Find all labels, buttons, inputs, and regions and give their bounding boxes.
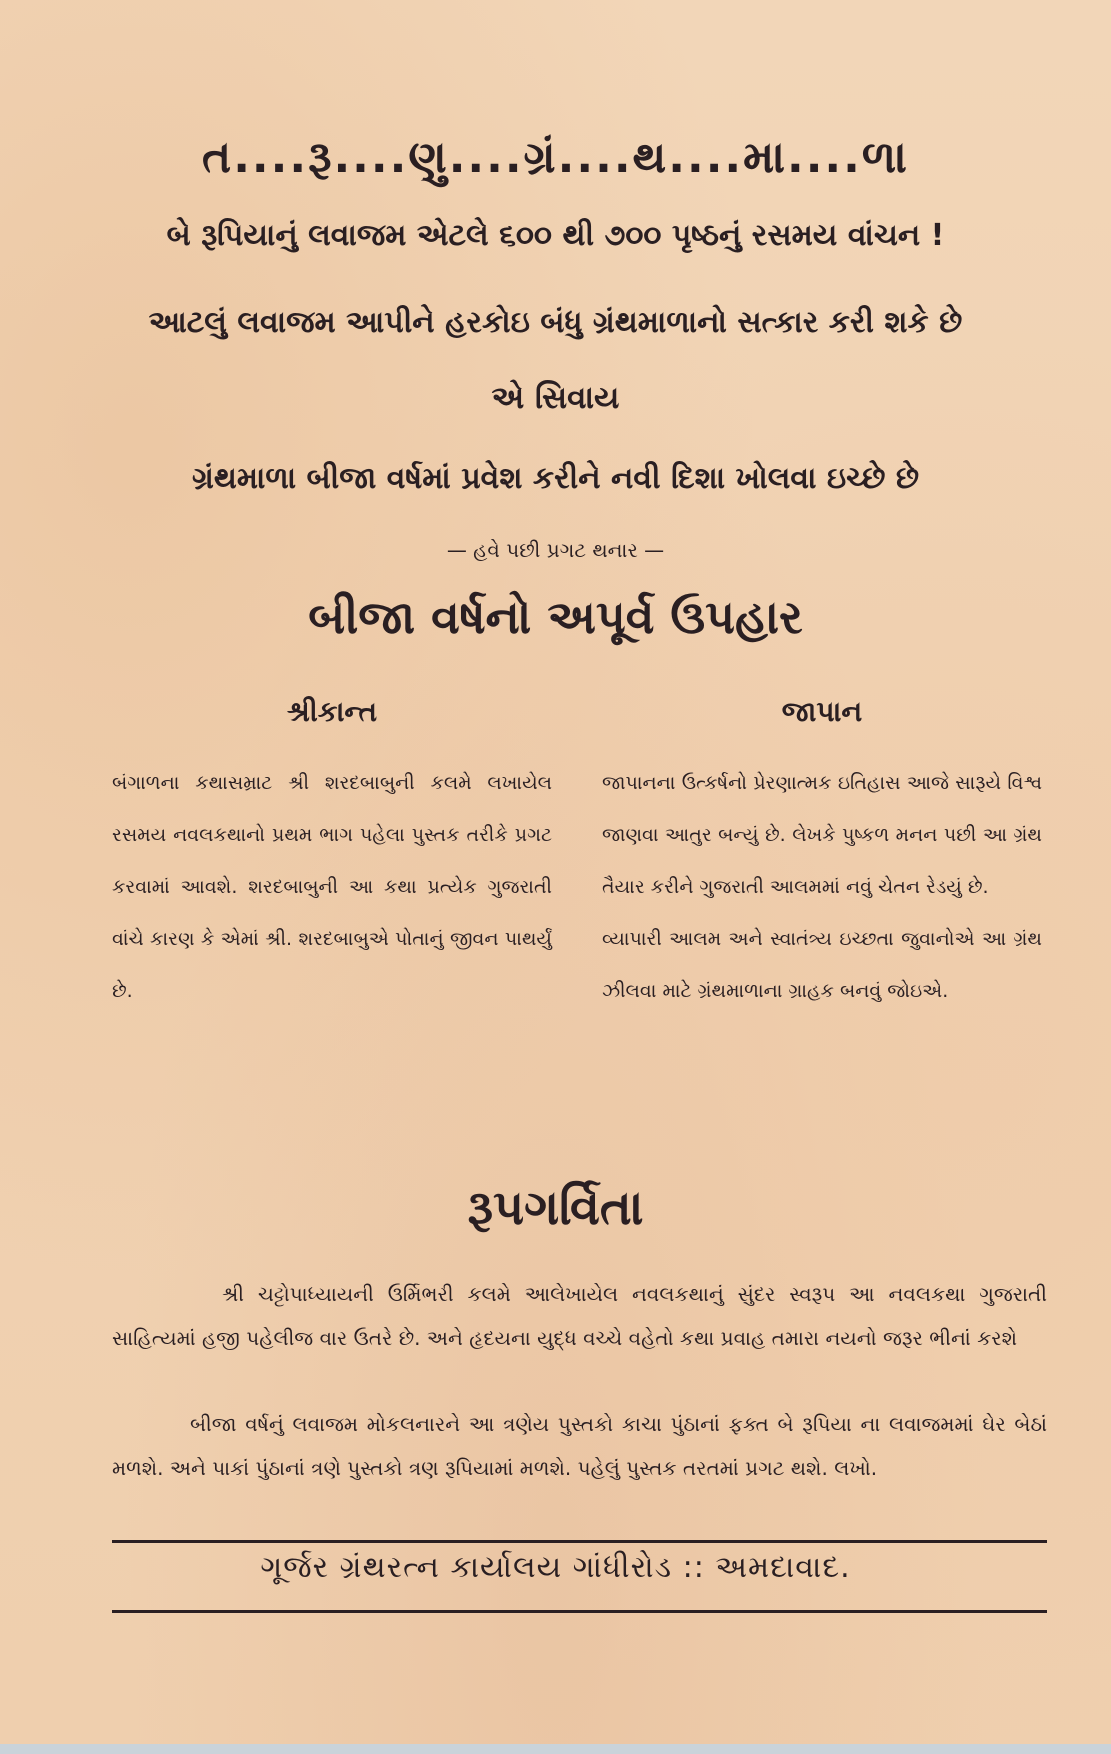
book-heading-rupagarvita: રૂપગર્વિતા [467,1180,644,1236]
book-description-japan: જાપાનના ઉત્કર્ષનો પ્રેરણાત્મક ઇતિહાસ આજે સારૂયે વિશ્વ જાણવા આતુર બન્યું છે. લેખકે પુષ્કળ મનન પછી આ ગ્રંથ તૈયાર કરીને ગુજરાતી આલમમાં નવું ચેતન રેડયું છે. [602,772,1042,898]
second-year-line: ગ્રંથમાળા બીજા વર્ષમાં પ્રવેશ કરીને નવી દિશા ખોલવા ઇચ્છે છે [191,461,920,496]
book-appeal-japan: વ્યાપારી આલમ અને સ્વાતંત્ર્ય ઇચ્છતા જુવાનોએ આ ગ્રંથ ઝીલવા માટે ગ્રંથમાળાના ગ્રાહક બનવું જોઇએ. [602,928,1042,1002]
right-column [602,695,1042,1017]
book-description-rupagarvita: શ્રી ચટ્ટોપાધ્યાયની ઉર્મિભરી કલમે આલેખાયેલ નવલકથાનું સુંદર સ્વરૂપ આ નવલકથા ગુજરાતી સાહિત્યમાં હજી પહેલીજ વાર ઉતરે છે. અને હૃદયના યુદ્ધ વચ્ચે વહેતો કથા પ્રવાહ તમારા નયનો જરૂર ભીનાં કરશે [112,1282,1047,1350]
footer-divider-top [112,1540,1047,1543]
gift-title: બીજા વર્ષનો અપૂર્વ ઉપહાર [308,590,803,644]
book-heading-shrikant: શ્રીકાન્ત [286,695,378,728]
except-line: એ સિવાય [491,380,620,416]
subscription-line: બે રૂપિયાનું લવાજમ એટલે ૬૦૦ થી ૭૦૦ પૃષ્ઠનું રસમય વાંચન ! [166,218,945,253]
upcoming-line: — હવે પછી પ્રગટ થનાર — [446,538,665,562]
footer-divider-bottom [112,1610,1047,1613]
publisher-address: ગૂર્જર ગ્રંથરત્ન કાર્યાલય ગાંધીરોડ :: અમદાવાદ. [260,1550,851,1585]
book-heading-japan: જાપાન [781,695,863,728]
subscription-offer-paragraph: બીજા વર્ષનું લવાજમ મોકલનારને આ ત્રણેય પુસ્તકો કાચા પુંઠાનાં ફક્ત બે રૂપિયા ના લવાજમમાં ઘેર બેઠાં મળશે. અને પાકાં પુંઠાનાં ત્રણે પુસ્તકો ત્રણ રૂપિયામાં મળશે. પહેલું પુસ્તક તરતમાં પ્રગટ થશે. લખો. [112,1412,1047,1480]
series-title: ત....રૂ....ણુ....ગ્રં....થ....મા....ળા [202,132,909,183]
honor-line: આટલું લવાજમ આપીને હરકોઇ બંધુ ગ્રંથમાળાનો સત્કાર કરી શકે છે [148,305,963,340]
left-column [112,695,552,1017]
book-description-shrikant: બંગાળના કથાસમ્રાટ શ્રી શરદબાબુની કલમે લખાયેલ રસમય નવલકથાનો પ્રથમ ભાગ પહેલા પુસ્તક તરીકે પ્રગટ કરવામાં આવશે. શરદબાબુની આ કથા પ્રત્યેક ગુજરાતી વાંચે કારણ કે એમાં શ્રી. શરદબાબુએ પોતાનું જીવન પાથર્યું છે. [112,772,552,1002]
